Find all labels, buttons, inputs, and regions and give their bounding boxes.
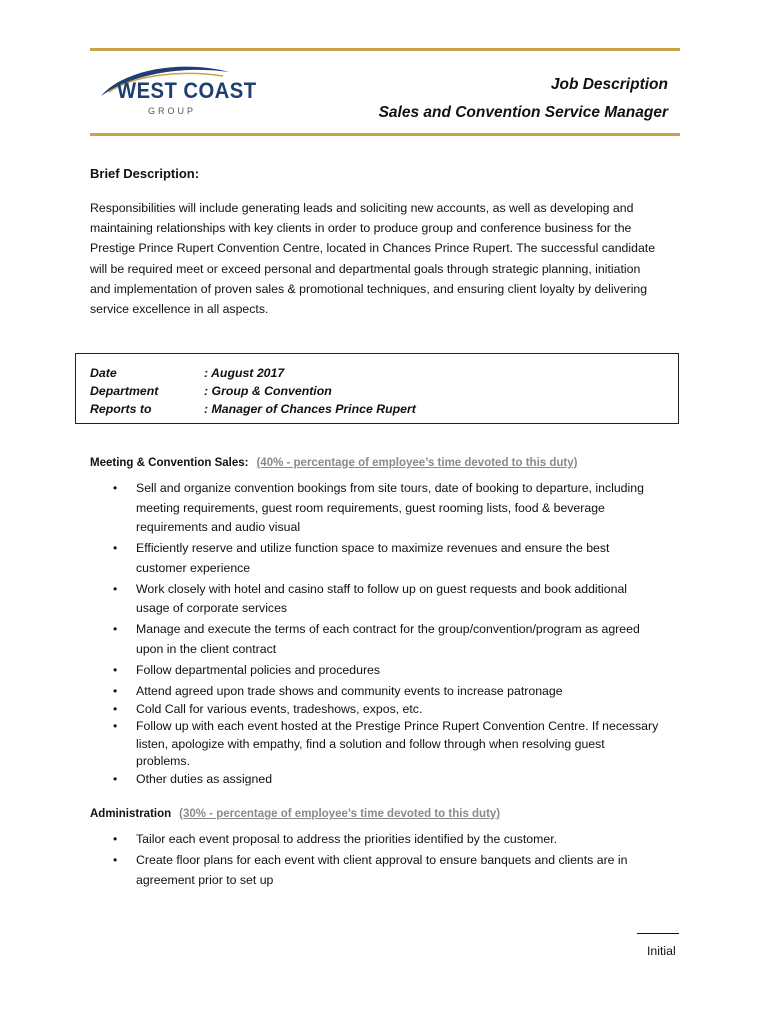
list-item-line: Efficiently reserve and utilize function space to maximize revenues and ensure the best — [136, 541, 610, 555]
list-item-line: problems. — [136, 754, 190, 768]
list-item — [112, 851, 682, 890]
info-row-reports-to — [90, 402, 416, 416]
list-item-line: Manage and execute the terms of each contract for the group/convention/program as agreed — [136, 622, 640, 636]
list-item — [112, 661, 682, 681]
list-item-line: Sell and organize convention bookings from site tours, date of booking to departure, including — [136, 481, 644, 495]
list-item — [112, 830, 682, 850]
info-value: : Group & Convention — [204, 384, 332, 398]
brief-line: Responsibilities will include generating leads and soliciting new accounts, as well as developing and — [90, 201, 634, 215]
west-coast-group-logo — [95, 62, 257, 124]
bullet-icon: • — [113, 481, 118, 495]
info-value: : August 2017 — [204, 366, 285, 380]
info-label: Date — [90, 366, 117, 380]
list-item-line: requirements and audio visual — [136, 520, 301, 534]
list-item — [112, 683, 682, 701]
duty-title: Meeting & Convention Sales: — [90, 457, 249, 469]
info-label: Reports to — [90, 402, 152, 416]
list-item-line: meeting requirements, guest room requirements, guest rooming lists, food & beverage — [136, 500, 605, 515]
info-row-date — [90, 366, 284, 380]
list-item-line: Follow departmental policies and procedures — [136, 662, 381, 677]
list-item — [112, 701, 682, 719]
brief-line: service excellence in all aspects. — [90, 302, 269, 317]
list-item-line: Other duties as assigned — [136, 771, 273, 786]
list-item — [112, 580, 682, 619]
initial-signature-line[interactable] — [637, 933, 679, 934]
bullet-icon: • — [113, 581, 118, 596]
list-item-line: agreement prior to set up — [136, 872, 274, 887]
meeting-convention-heading — [90, 457, 577, 469]
document-title: Job Description — [550, 76, 668, 93]
job-info-box — [75, 353, 679, 424]
brief-line: and implementation of proven sales & promotional techniques, and ensuring client loyalty by delivering — [90, 281, 648, 296]
duty-time-note: (30% - percentage of employee’s time devoted to this duty) — [179, 808, 501, 820]
brief-description-text — [90, 198, 680, 319]
bullet-icon: • — [113, 684, 118, 698]
info-value: : Manager of Chances Prince Rupert — [204, 402, 416, 416]
brief-description-heading: Brief Description: — [90, 166, 200, 181]
list-item — [112, 771, 682, 789]
list-item-line: Work closely with hotel and casino staff to follow up on guest requests and book additional — [136, 581, 628, 596]
administration-heading — [90, 808, 500, 820]
list-item — [112, 718, 682, 771]
info-label: Department — [90, 384, 159, 398]
brief-line: Prestige Prince Rupert Convention Centre, located in Chances Prince Rupert. The successful candidate — [90, 241, 656, 256]
administration-duties-list — [112, 830, 682, 892]
bullet-icon: • — [113, 662, 118, 677]
list-item-line: upon in the client contract — [136, 641, 277, 656]
bullet-icon: • — [113, 701, 118, 716]
brief-line: will be required meet or exceed personal and departmental goals through strategic planning, initiation — [90, 261, 641, 276]
brief-line: maintaining relationships with key clients in order to produce group and conference business for the — [90, 221, 632, 236]
list-item-line: listen, apologize with empathy, find a solution and follow through when resolving guest — [136, 736, 605, 751]
document-subtitle: Sales and Convention Service Manager — [378, 104, 668, 121]
bullet-icon: • — [113, 853, 118, 867]
bullet-icon: • — [113, 541, 118, 555]
bullet-icon: • — [113, 719, 118, 733]
list-item-line: Tailor each event proposal to address the priorities identified by the customer. — [136, 832, 558, 846]
header-bottom-rule — [90, 133, 680, 136]
header-top-rule — [90, 48, 680, 51]
list-item-line: Follow up with each event hosted at the Prestige Prince Rupert Convention Centre. If necessary — [136, 719, 659, 733]
info-row-department — [90, 384, 332, 398]
logo-subtitle: GROUP — [148, 106, 197, 116]
list-item-line: Create floor plans for each event with client approval to ensure banquets and clients are in — [136, 853, 628, 867]
bullet-icon: • — [113, 832, 118, 846]
list-item-line: usage of corporate services — [136, 601, 288, 615]
list-item-line: Cold Call for various events, tradeshows, expos, etc. — [136, 701, 423, 716]
list-item — [112, 620, 682, 659]
duty-time-note: (40% - percentage of employee’s time devoted to this duty) — [256, 457, 578, 469]
list-item-line: Attend agreed upon trade shows and community events to increase patronage — [136, 684, 563, 698]
list-item — [112, 539, 682, 578]
bullet-icon: • — [113, 771, 118, 786]
list-item-line: customer experience — [136, 560, 251, 575]
logo-wordmark: WEST COAST — [117, 78, 257, 103]
initial-label: Initial — [647, 944, 676, 958]
list-item — [112, 479, 682, 538]
duty-title: Administration — [90, 808, 172, 820]
meeting-duties-list-continued — [112, 683, 682, 788]
bullet-icon: • — [113, 622, 118, 636]
meeting-duties-list — [112, 479, 682, 682]
